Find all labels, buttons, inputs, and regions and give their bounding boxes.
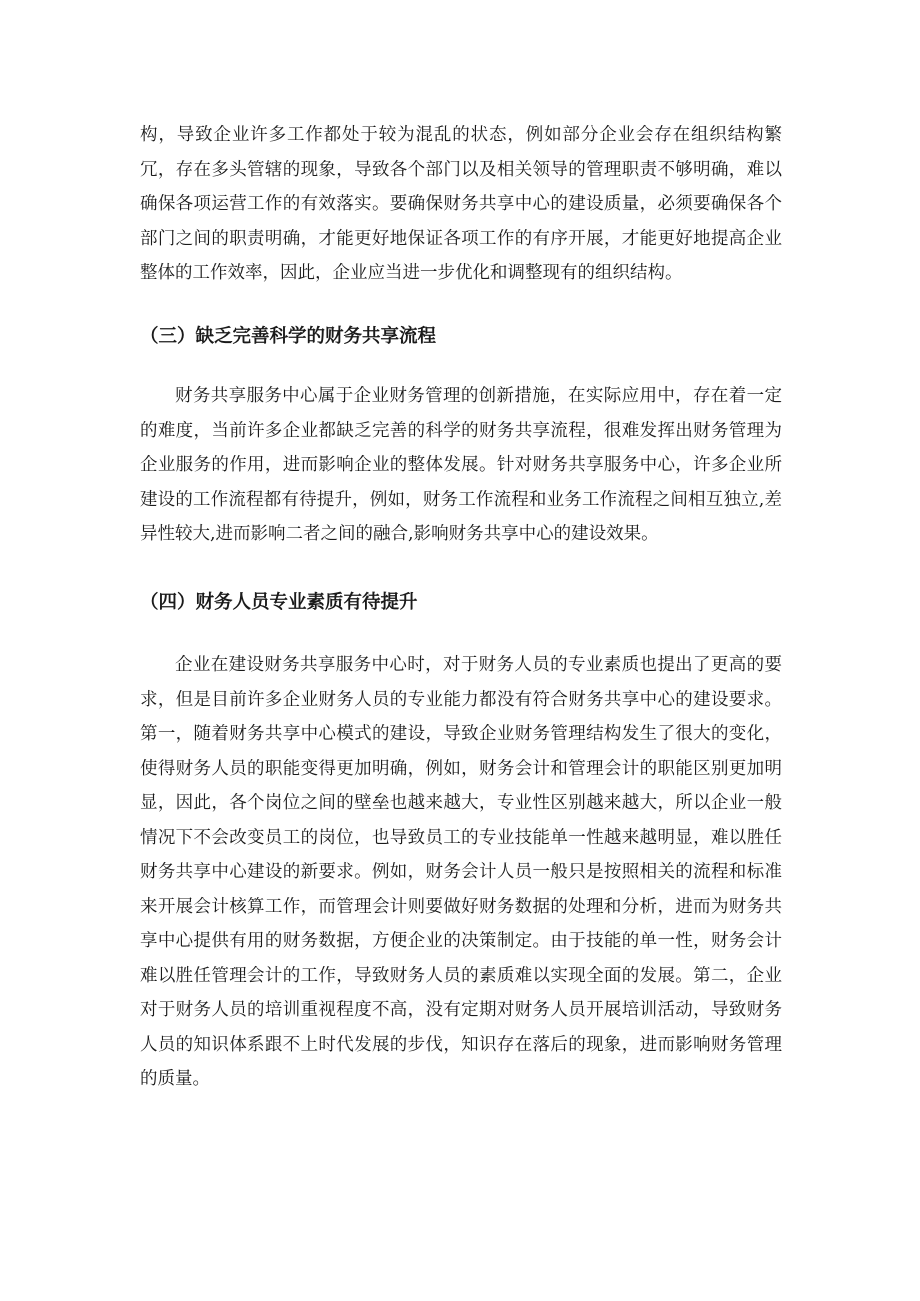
section-heading-3: （三）缺乏完善科学的财务共享流程: [140, 326, 437, 347]
section-heading-4: （四）财务人员专业素质有待提升: [140, 592, 418, 613]
body-paragraph-sharing-process: 财务共享服务中心属于企业财务管理的创新措施，在实际应用中，存在着一定的难度，当前许多企业都缺乏完善的科学的财务共享流程，很难发挥出财务管理为企业服务的作用，进而影响企业的整体发展。针对财务共享服务中心，许多企业所建设的工作流程都有待提升，例如，财务工作流程和业务工作流程之间相互独立,差异性较大,进而影响二者之间的融合,影响财务共享中心的建设效果。: [140, 386, 782, 544]
body-paragraph-staff-quality: 企业在建设财务共享服务中心时，对于财务人员的专业素质也提出了更高的要求，但是目前许多企业财务人员的专业能力都没有符合财务共享中心的建设要求。第一，随着财务共享中心模式的建设，导致企业财务管理结构发生了很大的变化，使得财务人员的职能变得更加明确，例如，财务会计和管理会计的职能区别更加明显，因此，各个岗位之间的壁垒也越来越大，专业性区别越来越大，所以企业一般情况下不会改变员工的岗位，也导致员工的专业技能单一性越来越明显，难以胜任财务共享中心建设的新要求。例如，财务会计人员一般只是按照相关的流程和标准来开展会计核算工作，而管理会计则要做好财务数据的处理和分析，进而为财务共享中心提供有用的财务数据，方便企业的决策制定。由于技能的单一性，财务会计难以胜任管理会计的工作，导致财务人员的素质难以实现全面的发展。第二，企业对于财务人员的培训重视程度不高，没有定期对财务人员开展培训活动，导致财务人员的知识体系跟不上时代发展的步伐，知识存在落后的现象，进而影响财务管理的质量。: [140, 655, 782, 1089]
body-paragraph-org-structure: 构，导致企业许多工作都处于较为混乱的状态，例如部分企业会存在组织结构繁冗，存在多头管辖的现象，导致各个部门以及相关领导的管理职责不够明确，难以确保各项运营工作的有效落实。要确保财务共享中心的建设质量，必须要确保各个部门之间的职责明确，才能更好地保证各项工作的有序开展，才能更好地提高企业整体的工作效率，因此，企业应当进一步优化和调整现有的组织结构。: [140, 125, 782, 283]
